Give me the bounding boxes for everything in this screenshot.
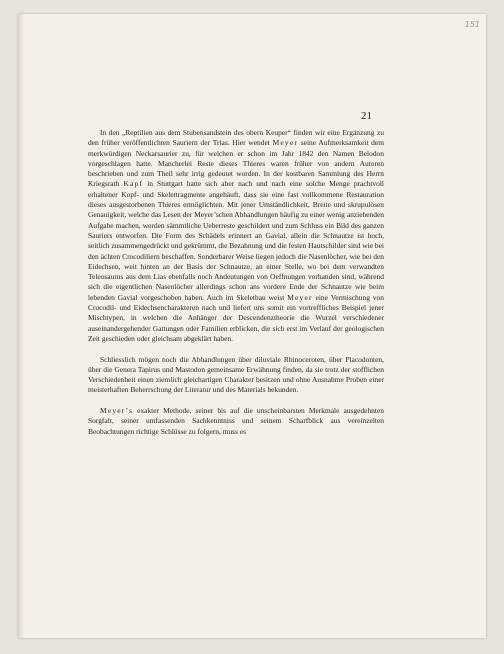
name-kapf: Kapf — [123, 179, 144, 189]
page-number: 21 — [361, 110, 372, 122]
paragraph-1: In den „Reptilien aus dem Stubensandstein des obern Keuper“ finden wir eine Ergänzung zu den früher veröffentlichten Sauriern der Trias. Hier wendet Meyer seine Aufmerksamkeit dem merkwürdigen Neckarsaurier zu, für welchen er schon im Jahr 1842 den Namen Belodon vorgeschlagen hatte. Mancherlei Reste dieses Thieres waren früher von andern Autoren beschrieben und zum Theil sehr irrig gedeutet worden. In der kostbaren Sammlung des Herrn Kriegsrath Kapf in Stuttgart hatte sich aber nach und nach eine solche Menge prachtvoll erhaltener Kopf- und Skelettragmente angehäuft, dass sie eine fast vollkommene Restauration dieses ausgestorbenen Thieres ermöglichten. Mit jener Umständlichkeit, Breite und skrupulösen Genauigkeit, welche das Lesen der Meyer’schen Abhandlungen häufig zu einer wenig anziehenden Aufgabe machen, werden sämmtliche Ueberreste geschildert und zum Schluss ein Bild des ganzen Sauriers entworfen. Die Form des Schädels erinnert an Gavial, allein die Schnautze ist hoch, seitlich zusammengedrückt und gekrümmt, die Bezahnung und die festen Hautschilder sind wie bei den ächten Crocodiliern beschaffen. Sonderbarer Weise liegen jedoch die Nasenlöcher, wie bei den Eidechsen, weit hinten an der Basis der Schnautze, an einer Stelle, wo bei dem verwandten Teleosaurus aus dem Lias ebenfalls noch Andeutungen von Oeffnungen vorhanden sind, während sich die eigentlichen Nasenlöcher allerdings schon ans vordere Ende der Schnautze wie beim lebenden Gavial vorgeschoben haben. Auch im Skeletbau weist Meyer eine Vermischung von Crocodil- und Eidechsencharakteren nach und liefert uns somit ein vortreffliches Beispiel jener Mischtypen, in welchen die Anhänger der Descendenztheorie die Wurzel verschiedener auseinandergehender Gattungen oder Familien erblicken, die sich erst im Verlauf der geologischen Zeit geschieden oder gleichsam abgeklärt haben. — [88, 128, 384, 343]
paragraph-2: Schliesslich mögen noch die Abhandlungen über diluviale Rhinoceroten, über Placodonten, über die Genera Tapirus und Mastodon gemeinsame Erwähnung finden, da sie trotz der stofflichen Verschiedenheit einen ziemlich gleichartigen Charakter besitzen und ohne Ausnahme Proben einer meisterhaften Beherrschung der Literatur und des Materials bekunden. — [88, 354, 384, 395]
name-meyer: Meyer — [272, 138, 299, 148]
paragraph-3: Meyer’s exakter Methode, seiner bis auf die unscheinbarsten Merkmale ausgedehnten Sorgfalt, seiner umfassenden Sachkenntniss und seinem Scharfblick aus vereinzelten Beobachtungen richtige Schlüsse zu folgern, muss es — [88, 406, 384, 436]
page-gutter — [18, 14, 24, 638]
pencil-annotation: 151 — [464, 20, 480, 29]
name-meyers: Meyer’s — [100, 406, 134, 416]
body-text — [88, 128, 384, 437]
name-meyer: Meyer — [287, 292, 313, 302]
